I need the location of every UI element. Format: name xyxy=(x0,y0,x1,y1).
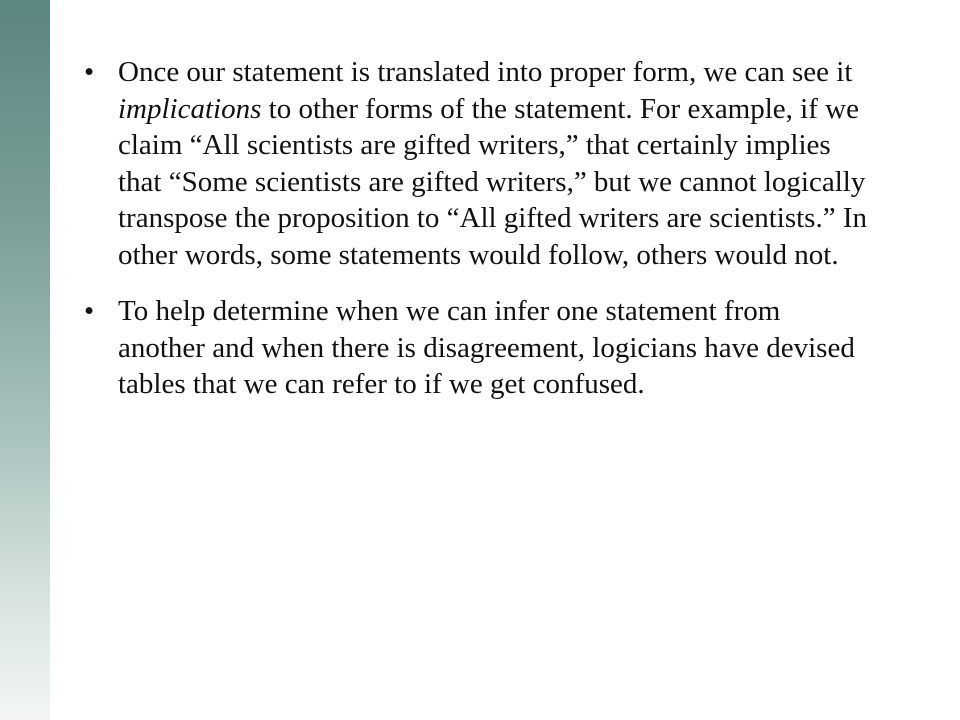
decorative-side-bar xyxy=(0,0,50,720)
bullet-emphasis: implications xyxy=(118,92,262,125)
bullet-marker: • xyxy=(84,295,95,327)
bullet-item-implications xyxy=(78,54,868,273)
slide-content xyxy=(78,54,868,423)
bullet-text xyxy=(118,54,868,273)
bullet-text-part: Once our statement is translated into proper form, we can see it xyxy=(118,56,853,88)
bullet-text: To help determine when we can infer one statement from another and when there is disagreement, logicians have devised tables that we can refer to if we get confused. xyxy=(118,295,855,400)
bullet-marker: • xyxy=(84,56,95,88)
bullet-text-part: to other forms of the statement. For example, if we claim “All scientists are gifted writers,” that certainly implies that “Some scientists are gifted writers,” but we cannot logically transpose the proposition to “All gifted writers are scientists.” In other words, some statements would follow, others would not. xyxy=(118,92,867,271)
bullet-item-tables xyxy=(78,293,868,403)
bullet-list xyxy=(78,54,868,403)
